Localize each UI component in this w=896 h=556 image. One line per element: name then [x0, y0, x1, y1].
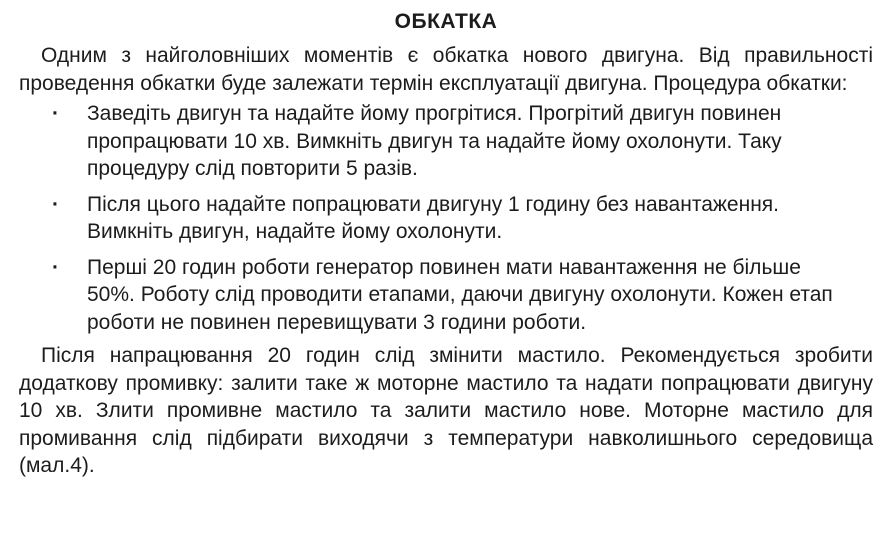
procedure-step — [19, 100, 873, 183]
section-title: ОБКАТКА — [394, 10, 498, 33]
procedure-step-text: Заведіть двигун та надайте йому прогрітися. Прогрітий двигун повинен пропрацювати 10 хв. Вимкніть двигун та надайте йому охолонути. Таку процедуру слід повторити 5 разів. — [87, 102, 782, 180]
closing-paragraph: Після напрацювання 20 годин слід змінити мастило. Рекомендується зробити додаткову промивку: залити таке ж моторне мастило та надати попрацювати двигуну 10 хв. Злити промивне мастило та залити мастило нове. Моторне мастило для промивання слід підбирати виходячи з температури навколишнього середовища (мал.4). — [19, 344, 873, 477]
document-page — [19, 8, 873, 480]
bullet-marker-icon: · — [52, 255, 59, 279]
procedure-steps-list — [19, 100, 873, 336]
intro-paragraph: Одним з найголовніших моментів є обкатка нового двигуна. Від правильності проведення обкатки буде залежати термін експлуатації двигуна. Процедура обкатки: — [19, 44, 873, 95]
bullet-marker-icon: · — [52, 192, 59, 216]
procedure-step-text: Перші 20 годин роботи генератор повинен мати навантаження не більше 50%. Роботу слід проводити етапами, даючи двигуну охолонути. Кожен етап роботи не повинен перевищувати 3 години роботи. — [87, 255, 833, 334]
procedure-step — [19, 191, 873, 246]
procedure-step-text: Після цього надайте попрацювати двигуну 1 годину без навантаження. Вимкніть двигун, надайте йому охолонути. — [87, 192, 780, 243]
procedure-step — [19, 254, 873, 337]
bullet-marker-icon: · — [52, 102, 59, 125]
